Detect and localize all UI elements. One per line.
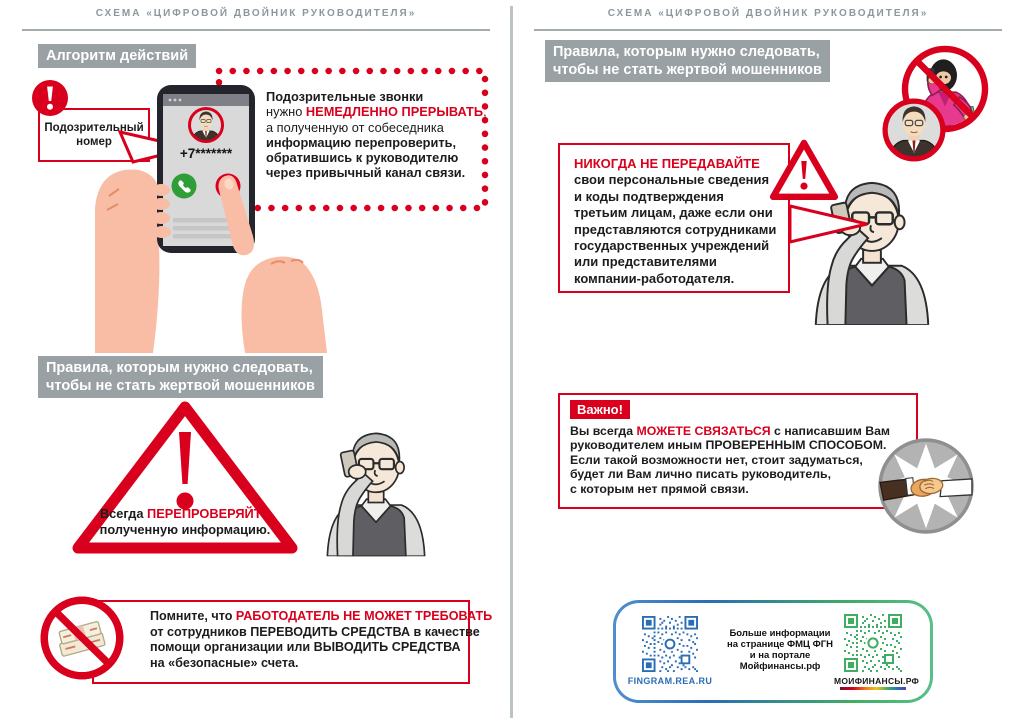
header-rule-left <box>22 29 490 31</box>
accept-call-button <box>172 174 197 199</box>
qr-code-moifinansy <box>844 614 902 672</box>
warning-triangle-small-icon <box>766 138 842 204</box>
section-title-rules-left: Правила, которым нужно следовать, чтобы не стать жертвой мошенников <box>38 356 323 398</box>
man-on-phone-left <box>312 418 440 558</box>
qr-code-fingram <box>642 616 698 672</box>
page-title-left: СХЕМА «ЦИФРОВОЙ ДВОЙНИК РУКОВОДИТЕЛЯ» <box>95 8 417 19</box>
page-divider <box>510 6 513 718</box>
section-title-rules-right: Правила, которым нужно следовать, чтобы не стать жертвой мошенников <box>545 40 830 82</box>
phone-number-text: +7******* <box>179 146 233 161</box>
never-share-text: НИКОГДА НЕ ПЕРЕДАВАЙТЕ свои персональные сведения и коды подтверждения третьим лицам, даже если они представляются сотрудниками государственных учреждений или представителями компании-работодателя. <box>574 156 777 286</box>
fingram-label: FINGRAM.REA.RU <box>627 676 713 686</box>
section-title-algorithm: Алгоритм действий <box>38 44 196 68</box>
suspicious-number-label: Подозрительный номер <box>38 108 150 162</box>
moifinansy-stripe <box>840 687 906 690</box>
moifinansy-label: МОИФИНАНСЫ.РФ <box>834 676 920 686</box>
pointing-hand <box>242 257 328 354</box>
qr-info-text: Больше информации на странице ФМЦ ФГН и на портале Мойфинансы.рф <box>727 628 833 672</box>
no-cash-icon <box>36 592 128 684</box>
qr-footer-box <box>613 600 933 703</box>
triangle-text: Всегда ПЕРЕПРОВЕРЯЙТЕ полученную информацию. <box>99 506 271 537</box>
speech-pointer <box>788 200 872 248</box>
important-badge: Важно! <box>570 400 630 419</box>
exclamation-circle-icon <box>30 78 70 118</box>
page-title-right: СХЕМА «ЦИФРОВОЙ ДВОЙНИК РУКОВОДИТЕЛЯ» <box>607 8 929 19</box>
callout-text: Подозрительные звонки нужно НЕМЕДЛЕННО ПРЕРЫВАТЬ, а полученную от собеседника информацию перепроверить, обратившись к руководителю через привычный канал связи. <box>266 89 487 181</box>
reminder-text: Помните, что РАБОТОДАТЕЛЬ НЕ МОЖЕТ ТРЕБОВАТЬ от сотрудников ПЕРЕВОДИТЬ СРЕДСТВА в качестве помощи организации или ВЫВОДИТЬ СРЕДСТВА на «безопасные» счета. <box>150 609 493 670</box>
phone-illustration <box>95 78 345 353</box>
header-rule-right <box>534 29 1002 31</box>
important-text: Вы всегда МОЖЕТЕ СВЯЗАТЬСЯ с написавшим Вам руководителем иным ПРОВЕРЕННЫМ СПОСОБОМ. Если такой возможности нет, стоит задуматься, будет ли Вам лично писать руководитель, с которым нет прямой связи. <box>570 424 891 496</box>
handshake-icon <box>873 433 979 539</box>
